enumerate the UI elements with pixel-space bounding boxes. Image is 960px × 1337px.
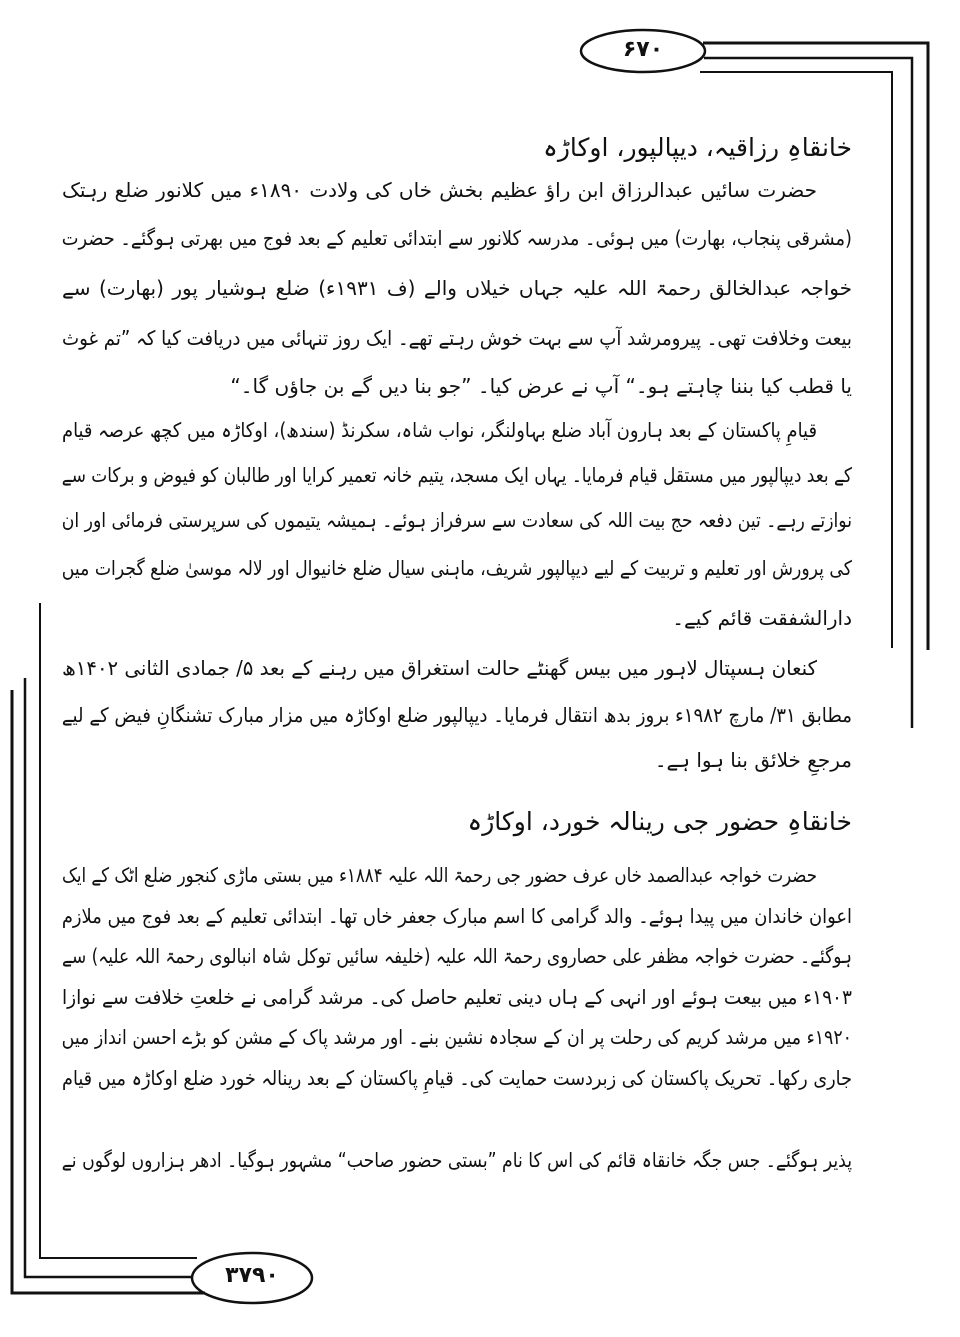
section-heading: خانقاہِ رزاقیہ، دیپالپور، اوکاڑہ: [543, 133, 852, 162]
text-line: اعوان خاندان میں پیدا ہوئے۔ والد گرامی کا اسم مبارک جعفر خاں تھا۔ ابتدائی تعلیم کے بعد فوج میں ملازم: [61, 904, 853, 928]
text-line: خواجہ عبدالخالق رحمۃ اللہ علیہ جہاں خیلاں والے (ف ۱۹۳۱ء) ضلع ہوشیار پور (بھارت) سے: [62, 276, 852, 300]
page-number-bottom: ۳۷۹۰: [225, 1263, 279, 1288]
text-line: ہوگئے۔ حضرت خواجہ مظفر علی حصاروی رحمۃ اللہ علیہ (خلیفہ سائیں توکل شاہ انبالوی رحمۃ اللہ علیہ) سے: [62, 944, 852, 968]
text-line: ۱۹۰۳ء میں بیعت ہوئے اور انہی کے ہاں دینی تعلیم حاصل کی۔ مرشد گرامی نے خلعتِ خلافت سے نوازا: [62, 985, 852, 1009]
text-line: دارالشفقت قائم کیے۔: [672, 606, 852, 630]
text-line: مرجعِ خلائق بنا ہوا ہے۔: [654, 748, 852, 772]
text-line: مطابق ۳۱/ مارچ ۱۹۸۲ء بروز بدھ انتقال فرمایا۔ دیپالپور ضلع اوکاڑہ میں مزار مبارک تشنگانِ فیض کے لیے: [61, 703, 852, 727]
section-heading: خانقاہِ حضور جی رینالہ خورد، اوکاڑہ: [467, 807, 852, 836]
text-line: حضرت خواجہ عبدالصمد خاں عرف حضور جی رحمۃ اللہ علیہ ۱۸۸۴ء میں بستی ماڑی کنجور ضلع اٹک کے ایک: [62, 863, 817, 887]
text-line: ۱۹۲۰ء میں مرشد کریم کی رحلت پر ان کے سجادہ نشین بنے۔ اور مرشد پاک کے مشن کو بڑے احسن انداز میں: [61, 1025, 852, 1049]
text-line: (مشرقی پنجاب، بھارت) میں ہوئی۔ مدرسہ کلانور سے ابتدائی تعلیم کے بعد فوج میں بھرتی ہوگئے۔ حضرت: [61, 226, 853, 250]
text-line: بیعت وخلافت تھی۔ پیرومرشد آپ سے بہت خوش رہتے تھے۔ ایک روز تنہائی میں دریافت کیا کہ ”تم غوث: [62, 326, 852, 350]
text-line: جاری رکھا۔ تحریک پاکستان کی زبردست حمایت کی۔ قیامِ پاکستان کے بعد رینالہ خورد ضلع اوکاڑہ میں قیام: [62, 1066, 852, 1090]
text-line: پذیر ہوگئے۔ جس جگہ خانقاہ قائم کی اس کا نام ”بستی حضور صاحب“ مشہور ہوگیا۔ ادھر ہزاروں لوگوں نے: [61, 1148, 852, 1172]
page-number-top: ۶۷۰: [622, 37, 664, 62]
text-line: قیامِ پاکستان کے بعد ہارون آباد ضلع بہاولنگر، نواب شاہ، سکرنڈ (سندھ)، اوکاڑہ میں کچھ عرصہ قیام: [62, 418, 817, 442]
text-line: کے بعد دیپالپور میں مستقل قیام فرمایا۔ یہاں ایک مسجد، یتیم خانہ تعمیر کرایا اور طالبان کو فیوض و برکات سے: [61, 463, 853, 487]
text-line: یا قطب کیا بننا چاہتے ہو۔“ آپ نے عرض کیا۔ ”جو بنا دیں گے بن جاؤں گا۔“: [230, 374, 852, 398]
text-line: نوازتے رہے۔ تین دفعہ حج بیت اللہ کی سعادت سے سرفراز ہوئے۔ ہمیشہ یتیموں کی سرپرستی فرمائی اور ان: [61, 508, 853, 532]
text-line: کنعان ہسپتال لاہور میں بیس گھنٹے حالت استغراق میں رہنے کے بعد ۵/ جمادی الثانی ۱۴۰۲ھ: [62, 656, 817, 680]
text-line: کی پرورش اور تعلیم و تربیت کے لیے دیپالپور شریف، ماہنی سیال ضلع خانیوال اور لالہ موسیٰ ضلع گجرات میں: [61, 556, 853, 580]
text-line: حضرت سائیں عبدالرزاق ابن راؤ عظیم بخش خاں کی ولادت ۱۸۹۰ء میں کلانور ضلع رہتک: [62, 178, 817, 202]
